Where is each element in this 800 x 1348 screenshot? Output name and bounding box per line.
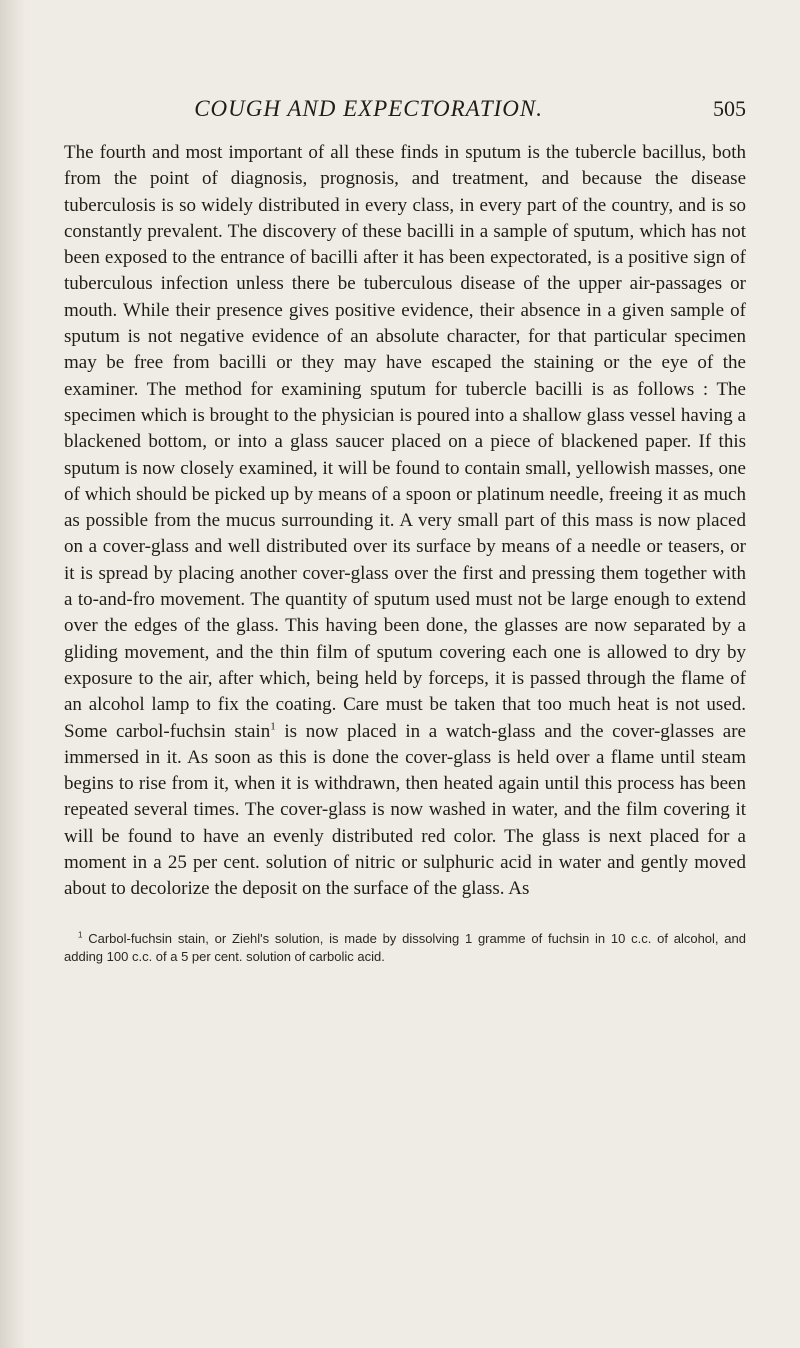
footnote [64, 930, 746, 966]
page-gutter-shadow [0, 0, 26, 1348]
body-text-part-2: is now placed in a watch-glass and the cover-glasses are immersed in it. As soon as this is done the cover-glass is held over a flame until steam begins to rise from it, when it is withdrawn, then heated again until this process has been repeated several times. The cover-glass is now washed in water, and the film covering it will be found to have an evenly distributed red color. The glass is next placed for a moment in a 25 per cent. solution of nitric or sulphuric acid in water and gently moved about to decolorize the deposit on the surface of the glass. As [64, 720, 746, 900]
page-number: 505 [713, 96, 746, 121]
footnote-text: Carbol-fuchsin stain, or Ziehl's solution, is made by dissolving 1 gramme of fuchsin in 10 c.c. of alcohol, and adding 100 c.c. of a 5 per cent. solution of carbolic acid. [64, 930, 746, 964]
body-text-part-1: The fourth and most important of all these finds in sputum is the tubercle bacillus, both from the point of diagnosis, prognosis, and treatment, and because the disease tuberculosis is so widely distributed in every class, in every part of the country, and is so constantly prevalent. The discovery of these bacilli in a sample of sputum, which has not been exposed to the entrance of bacilli after it has been expectorated, is a positive sign of tuberculous infection unless there be tuberculous disease of the upper air-passages or mouth. While their presence gives positive evidence, their absence in a given sample of sputum is not negative evidence of an absolute character, for that particular specimen may be free from bacilli or they may have escaped the staining or the eye of the examiner. The method for examining sputum for tubercle bacilli is as follows : The specimen which is brought to the physician is poured into a shallow glass vessel having a blackened bottom, or into a glass saucer placed on a piece of blackened paper. If this sputum is now closely examined, it will be found to contain small, yellowish masses, one of which should be picked up by means of a spoon or platinum needle, freeing it as much as possible from the mucus surrounding it. A very small part of this mass is now placed on a cover-glass and well distributed over its surface by means of a needle or teasers, or it is spread by placing another cover-glass over the first and pressing them together with a to-and-fro movement. The quantity of sputum used must not be large enough to extend over the edges of the glass. This having been done, the glasses are now separated by a gliding movement, and the thin film of sputum covering each one is allowed to dry by exposure to the air, after which, being held by forceps, it is passed through the flame of an alcohol lamp to fix the coating. Care must be taken that too much heat is not used. Some carbol-fuchsin stain [64, 142, 746, 742]
running-title: COUGH AND EXPECTORATION. [194, 96, 543, 121]
running-head [64, 96, 746, 122]
footnote-reference: 1 [270, 720, 276, 733]
footnote-marker: 1 [78, 930, 83, 940]
body-paragraph [64, 140, 746, 903]
book-page [64, 96, 746, 966]
